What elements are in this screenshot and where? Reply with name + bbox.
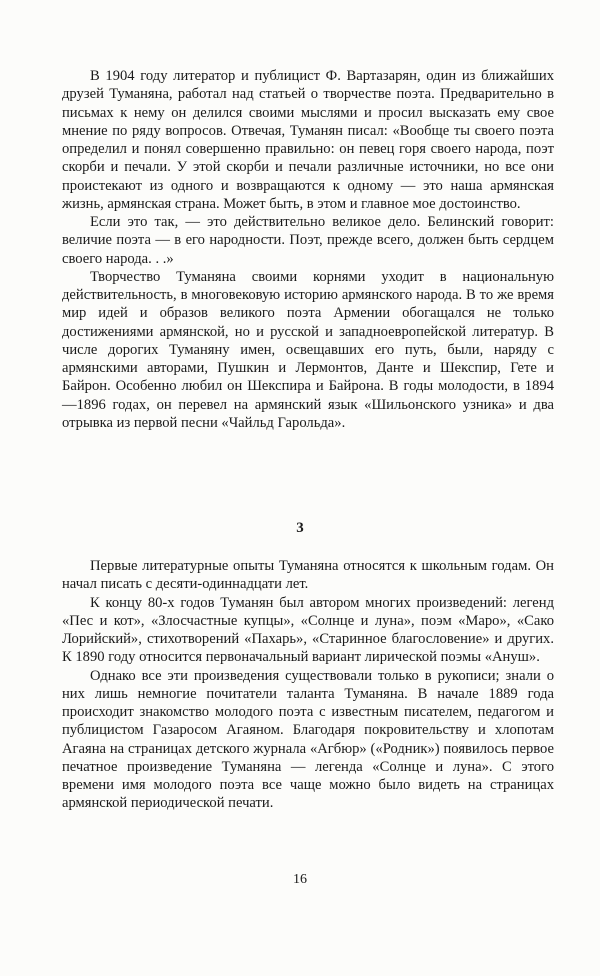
paragraph: Если это так, — это действительно великое дело. Белинский говорит: величие поэта — в его народности. Поэт, прежде всего, должен быть сердцем своего народа. . .» <box>62 214 554 267</box>
section-number: 3 <box>296 520 304 536</box>
page-number: 16 <box>293 872 307 887</box>
paragraph: Первые литературные опыты Туманяна относятся к школьным годам. Он начал писать с десяти-одиннадцати лет. <box>62 558 554 593</box>
paragraph: Однако все эти произведения существовали только в рукописи; знали о них лишь немногие почитатели таланта Туманяна. В начале 1889 года происходит знакомство молодого поэта с известным писателем, педагогом и публицистом Газаросом Агаяном. Благодаря покровительству и хлопотам Агаяна на страницах детского журнала «Агбюр» («Родник») появилось первое печатное произведение Туманяна — легенда «Солнце и луна». С этого времени имя молодого поэта все чаще можно было видеть на страницах армянской периодической печати. <box>62 667 554 812</box>
paragraph: К концу 80-х годов Туманян был автором многих произведений: легенд «Пес и кот», «Злосчастные купцы», «Солнце и луна», поэм «Маро», «Сако Лорийский», стихотворений «Пахарь», «Старинное благословение» и других. К 1890 году относится первоначальный вариант лирической поэмы «Ануш». <box>62 594 554 666</box>
text-block-top <box>62 67 554 432</box>
text-block-bottom <box>62 557 554 813</box>
paragraph: В 1904 году литератор и публицист Ф. Вартазарян, один из ближайших друзей Туманяна, работал над статьей о творчестве поэта. Предварительно в письмах к нему он делился своими мыслями и просил высказать ему свое мнение по ряду вопросов. Отвечая, Туманян писал: «Вообще ты своего поэта определил и понял совершенно правильно: он певец горя своего народа, поэт скорби и печали. У этой скорби и печали различные источники, но все они проистекают из одного и возвращаются к одному — это наша армянская жизнь, армянская страна. Может быть, в этом и главное мое достоинство. <box>62 68 554 212</box>
paragraph: Творчество Туманяна своими корнями уходит в национальную действительность, в многовековую историю армянского народа. В то же время мир идей и образов великого поэта Армении обогащался не только достижениями армянской, но и русской и западноевропейской литератур. В числе дорогих Туманяну имен, освещавших его путь, были, наряду с армянскими авторами, Пушкин и Лермонтов, Данте и Шекспир, Гете и Байрон. Особенно любил он Шекспира и Байрона. В годы молодости, в 1894—1896 годах, он перевел на армянский язык «Шильонского узника» и два отрывка из первой песни «Чайльд Гарольда». <box>62 268 554 431</box>
